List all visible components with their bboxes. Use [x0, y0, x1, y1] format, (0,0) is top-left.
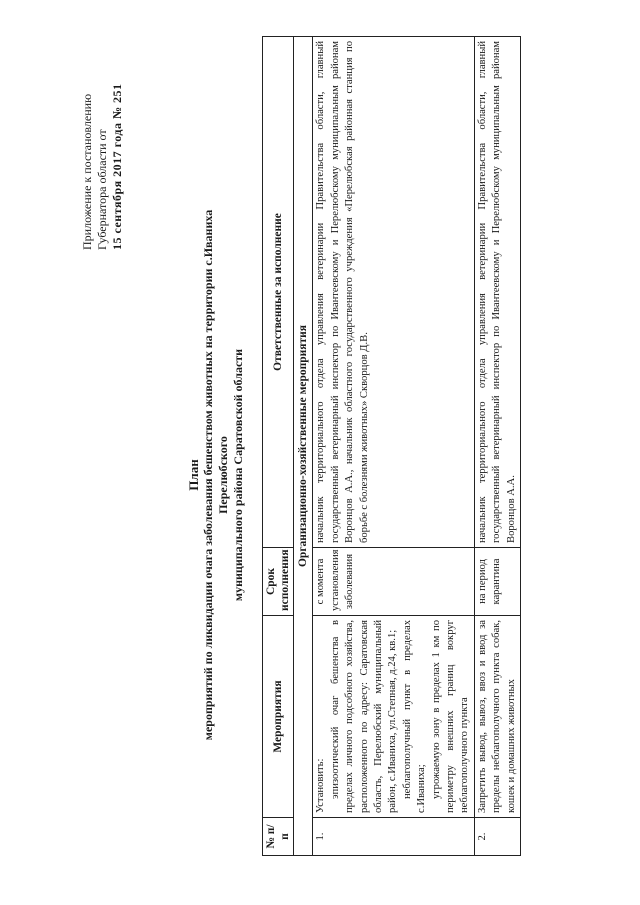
table-row [313, 37, 474, 856]
row-1-measure-p3: угрожаемую зону в пределах 1 км по периметру внешних границ вокруг неблагополучного пункта [430, 620, 471, 813]
appendix-note [80, 83, 125, 250]
title-line-2: мероприятий по ликвидации очага заболевания бешенством животных на территории с.Иваниха Перелюбского [201, 209, 230, 741]
row-1-resp: начальник территориального отдела управления ветеринарии Правительства области, главный государственный ветеринарный инспектор по Ивантеевскому и Перелюбскому муниципальным районам Воронцов А.А., начальник областного государственного учреждения «Перелюбская районная станция по борьбе с болезнями животных» Скворцов Д.В. [313, 37, 474, 548]
section-row [294, 37, 313, 856]
row-2-measure: Запретить вывод, вывоз, ввоз и ввод за пределы неблагополучного пункта собак, кошек и домашних животных [474, 616, 520, 818]
table-row [474, 37, 520, 856]
row-1-measure-p2: неблагополучный пункт в пределах с.Иваниха; [401, 620, 428, 813]
document-title [186, 195, 246, 755]
header-resp: Ответственные за исполнение [263, 37, 294, 548]
table-header-row [263, 37, 294, 856]
row-2-resp: начальник территориального отдела управления ветеринарии Правительства области, главный государственный ветеринарный инспектор по Ивантеевскому и Перелюбскому муниципальным районам Воронцов А.А. [474, 37, 520, 548]
appendix-line-1: Приложение к постановлению [80, 93, 94, 250]
row-1-measure-intro: Установить: [315, 758, 327, 813]
appendix-line-2: Губернатора области от [95, 129, 109, 250]
section-title: Организационно-хозяйственные мероприятия [294, 37, 313, 856]
row-1-measure [313, 616, 474, 818]
header-term: Срок исполнения [263, 548, 294, 616]
appendix-date: 15 сентября 2017 года № 251 [110, 83, 124, 250]
header-measure: Мероприятия [263, 616, 294, 818]
row-2-term: на период карантина [474, 548, 520, 616]
plan-table [262, 36, 521, 856]
title-line-3: муниципального района Саратовской области [231, 348, 245, 602]
row-2-num: 2. [474, 818, 520, 856]
row-1-num: 1. [313, 818, 474, 856]
title-line-1: План [186, 459, 201, 491]
row-1-term: с момента установления заболевания [313, 548, 474, 616]
header-num: № п/п [263, 818, 294, 856]
row-1-measure-p1: эпизоотический очаг бешенства в пределах личного подсобного хозяйства, расположенного по адресу: Саратовская область, Перелюбский муниципальный район, с.Иваниха, ул.Степная, д.24, кв.1; [329, 620, 399, 813]
